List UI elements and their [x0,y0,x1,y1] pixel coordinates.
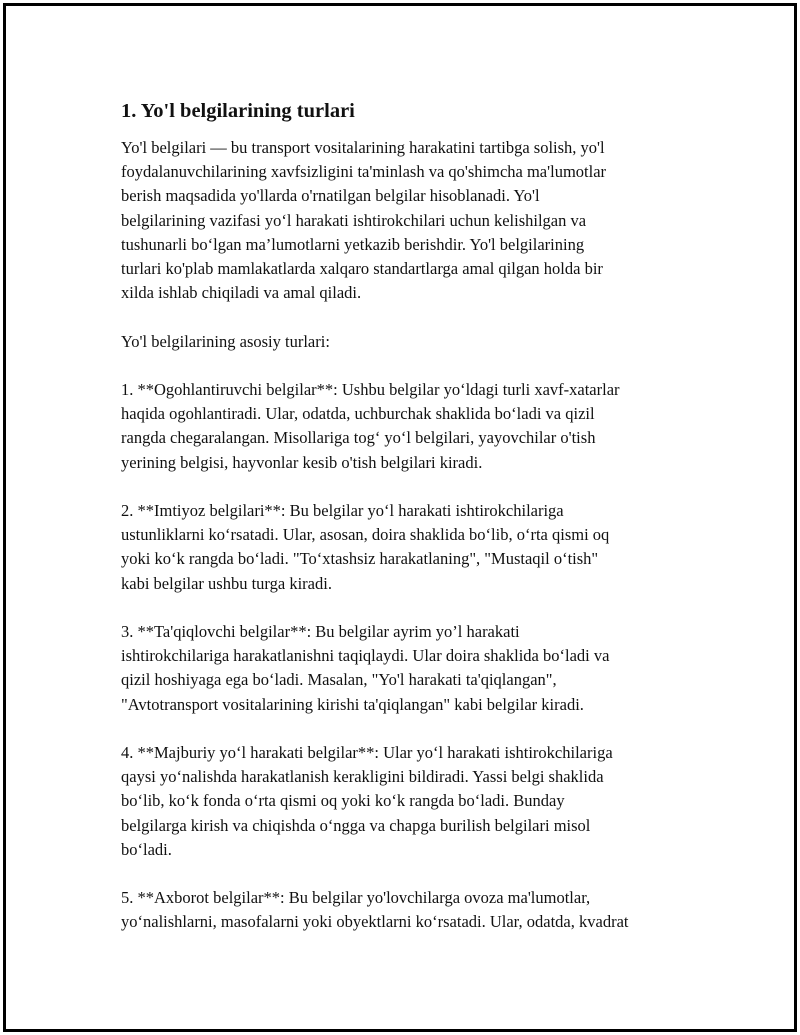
text-line: 5. **Axborot belgilar**: Bu belgilar yo'lovchilarga ovoza ma'lumotlar, [121,888,591,908]
paragraph-intro [121,136,701,305]
text-line: "Avtotransport vositalarining kirishi ta'qiqlangan" kabi belgilar kiradi. [121,694,584,714]
text-line: yerining belgisi, hayvonlar kesib o'tish belgilari kiradi. [121,452,483,472]
text-line: rangda chegaralangan. Misollariga tog‘ yo‘l belgilari, yayovchilar o'tish [121,428,596,448]
text-line: kabi belgilar ushbu turga kiradi. [121,573,332,593]
text-line: yo‘nalishlarni, masofalarni yoki obyektlarni ko‘rsatadi. Ular, odatda, kvadrat [121,912,629,932]
paragraph-item-5 [121,886,701,934]
text-line: turlari ko'plab mamlakatlarda xalqaro standartlarga amal qilgan holda bir [121,259,603,279]
text-line: tushunarli bo‘lgan ma’lumotlarni yetkazib berishdir. Yo'l belgilarining [121,234,585,254]
text-line: ishtirokchilariga harakatlanishni taqiqlaydi. Ular doira shaklida bo‘ladi va [121,646,610,666]
text-line: 4. **Majburiy yo‘l harakati belgilar**: Ular yo‘l harakati ishtirokchilariga [121,743,613,762]
text-line: 3. **Ta'qiqlovchi belgilar**: Bu belgilar ayrim yo’l harakati [121,622,520,641]
text-line: Yo'l belgilarining asosiy turlari: [121,331,330,351]
text-line: xilda ishlab chiqiladi va amal qiladi. [121,283,362,303]
paragraph-item-4 [121,741,701,862]
text-line: yoki ko‘k rangda bo‘ladi. "To‘xtashsiz harakatlaning", "Mustaqil o‘tish" [121,549,599,569]
paragraph-item-1 [121,378,701,475]
text-line: haqida ogohlantiradi. Ular, odatda, uchburchak shaklida bo‘ladi va qizil [121,404,595,424]
paragraph-item-2 [121,499,701,596]
text-line: qaysi yo‘nalishda harakatlanish kerakligini bildiradi. Yassi belgi shaklida [121,767,604,787]
text-line: foydalanuvchilarining xavfsizligini ta'minlash va qo'shimcha ma'lumotlar [121,162,607,182]
section-heading: 1. Yo'l belgilarining turlari [121,100,355,122]
text-line: 2. **Imtiyoz belgilari**: Bu belgilar yo‘l harakati ishtirokchilariga [121,501,564,520]
paragraph-item-3 [121,620,701,717]
paragraph-list-intro [121,330,701,354]
document-content [121,98,701,959]
text-line: 1. **Ogohlantiruvchi belgilar**: Ushbu belgilar yo‘ldagi turli xavf-xatarlar [121,380,620,399]
text-line: Yo'l belgilari — bu transport vositalarining harakatini tartibga solish, yo'l [121,138,605,157]
text-line: berish maqsadida yo'llarda o'rnatilgan belgilar hisoblanadi. Yo'l [121,186,540,206]
text-line: qizil hoshiyaga ega bo‘ladi. Masalan, "Yo'l harakati ta'qiqlangan", [121,670,557,690]
text-line: bo‘lib, ko‘k fonda o‘rta qismi oq yoki ko‘k rangda bo‘ladi. Bunday [121,791,565,811]
text-line: ustunliklarni ko‘rsatadi. Ular, asosan, doira shaklida bo‘lib, o‘rta qismi oq [121,525,610,545]
text-line: bo‘ladi. [121,839,172,859]
text-line: belgilarga kirish va chiqishda o‘ngga va chapga burilish belgilari misol [121,815,591,835]
text-line: belgilarining vazifasi yo‘l harakati ishtirokchilari uchun kelishilgan va [121,210,587,230]
document-page [3,3,797,1032]
